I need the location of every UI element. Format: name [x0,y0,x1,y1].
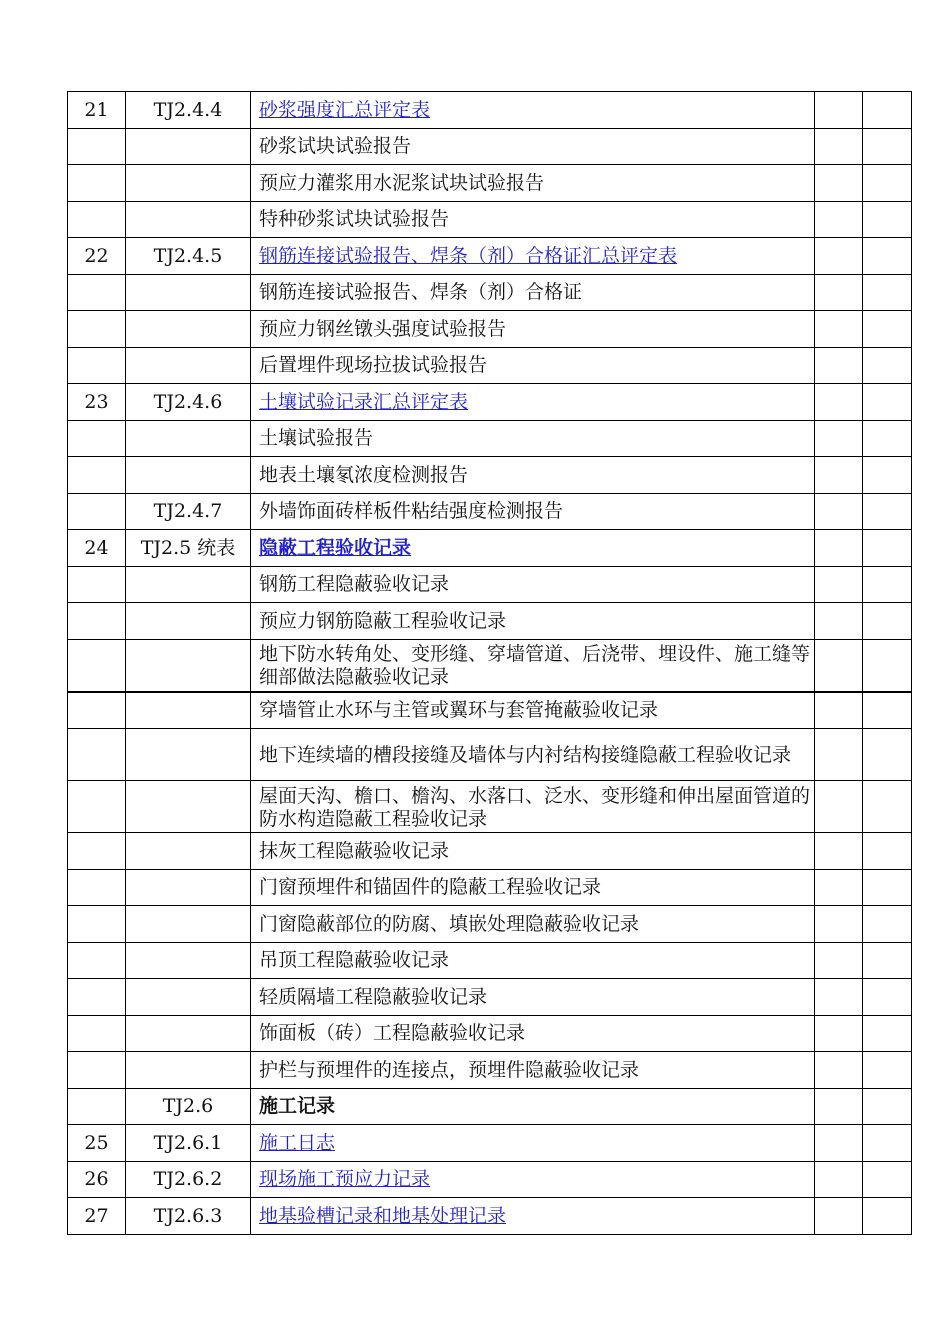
row-number [68,729,126,781]
record-name-cell [251,1125,815,1162]
blank-cell-b [863,1125,912,1162]
table-row [68,833,912,870]
record-name: 砂浆试块试验报告 [259,135,412,158]
row-number: 27 [68,1198,126,1235]
table-row [68,311,912,348]
record-name: 钢筋连接试验报告、焊条（剂）合格证 [259,281,583,304]
form-code: TJ2.6.3 [126,1198,251,1235]
blank-cell-b [863,128,912,165]
row-number [68,128,126,165]
table-row [68,92,912,129]
blank-cell-b [863,729,912,781]
table-row [68,384,912,421]
form-code: TJ2.6.1 [126,1125,251,1162]
record-name: 钢筋工程隐蔽验收记录 [259,573,450,596]
record-name-cell [251,530,815,567]
form-code [126,274,251,311]
blank-cell-b [863,1161,912,1198]
table-row [68,781,912,833]
blank-cell-b [863,1198,912,1235]
form-code [126,128,251,165]
record-name-cell [251,201,815,238]
record-name: 外墙饰面砖样板件粘结强度检测报告 [259,500,564,523]
document-table [67,91,912,1235]
record-name-cell [251,692,815,729]
blank-cell-b [863,692,912,729]
record-name: 预应力灌浆用水泥浆试块试验报告 [259,171,545,194]
record-name-cell [251,639,815,692]
blank-cell-b [863,92,912,129]
blank-cell-b [863,833,912,870]
blank-cell-a [815,1198,863,1235]
blank-cell-a [815,979,863,1016]
record-name: 地下连续墙的槽段接缝及墙体与内衬结构接缝隐蔽工程验收记录 [259,744,792,766]
row-number [68,457,126,494]
record-name: 土壤试验报告 [259,427,374,450]
record-name-cell [251,942,815,979]
form-code: TJ2.6 [126,1088,251,1125]
form-code [126,603,251,640]
record-name-cell [251,274,815,311]
blank-cell-a [815,165,863,202]
record-link[interactable]: 土壤试验记录汇总评定表 [259,390,469,413]
row-number [68,942,126,979]
record-name-cell [251,729,815,781]
table-row [68,1088,912,1125]
blank-cell-a [815,729,863,781]
record-name-cell [251,869,815,906]
blank-cell-b [863,384,912,421]
record-name-cell [251,128,815,165]
blank-cell-a [815,420,863,457]
record-name-cell [251,603,815,640]
table-row [68,1052,912,1089]
record-name: 后置埋件现场拉拔试验报告 [259,354,488,377]
table-body [68,92,912,1235]
table-row [68,729,912,781]
blank-cell-a [815,493,863,530]
row-number [68,833,126,870]
form-code [126,781,251,833]
record-link[interactable]: 施工日志 [259,1131,336,1154]
blank-cell-b [863,311,912,348]
blank-cell-a [815,274,863,311]
table-row [68,238,912,275]
form-code: TJ2.5 统表 [126,530,251,567]
blank-cell-a [815,201,863,238]
blank-cell-a [815,639,863,692]
form-code [126,906,251,943]
form-code [126,833,251,870]
blank-cell-b [863,530,912,567]
row-number [68,201,126,238]
row-number [68,311,126,348]
form-code [126,420,251,457]
blank-cell-b [863,201,912,238]
blank-cell-b [863,1015,912,1052]
row-number: 26 [68,1161,126,1198]
record-name: 抹灰工程隐蔽验收记录 [259,839,450,862]
record-name: 预应力钢丝镦头强度试验报告 [259,317,507,340]
record-name-cell [251,493,815,530]
table-row [68,692,912,729]
form-code [126,1015,251,1052]
form-code [126,311,251,348]
row-number [68,1088,126,1125]
row-number [68,274,126,311]
record-name-cell [251,1161,815,1198]
table-row [68,603,912,640]
blank-cell-b [863,165,912,202]
record-name-cell [251,1198,815,1235]
blank-cell-a [815,92,863,129]
blank-cell-b [863,781,912,833]
blank-cell-b [863,979,912,1016]
form-code [126,692,251,729]
form-code [126,869,251,906]
blank-cell-b [863,238,912,275]
blank-cell-b [863,566,912,603]
blank-cell-a [815,1015,863,1052]
table-row [68,274,912,311]
blank-cell-b [863,639,912,692]
table-row [68,906,912,943]
blank-cell-a [815,128,863,165]
blank-cell-a [815,906,863,943]
blank-cell-a [815,869,863,906]
blank-cell-b [863,420,912,457]
table-row [68,566,912,603]
record-name-cell [251,457,815,494]
record-name-cell [251,906,815,943]
row-number [68,165,126,202]
table-row [68,347,912,384]
table-row [68,457,912,494]
blank-cell-a [815,781,863,833]
record-link[interactable]: 钢筋连接试验报告、焊条（剂）合格证汇总评定表 [259,244,678,267]
form-code [126,347,251,384]
record-name: 门窗隐蔽部位的防腐、填嵌处理隐蔽验收记录 [259,912,640,935]
blank-cell-a [815,692,863,729]
blank-cell-a [815,311,863,348]
record-name-cell [251,311,815,348]
record-name-cell [251,1052,815,1089]
row-number [68,347,126,384]
form-code [126,979,251,1016]
form-code [126,165,251,202]
record-link[interactable]: 隐蔽工程验收记录 [259,536,412,559]
row-number: 23 [68,384,126,421]
row-number [68,639,126,692]
record-name: 地表土壤氡浓度检测报告 [259,463,469,486]
row-number [68,906,126,943]
table-row [68,639,912,692]
blank-cell-a [815,942,863,979]
record-name-cell [251,781,815,833]
record-name: 门窗预埋件和锚固件的隐蔽工程验收记录 [259,876,602,899]
record-name-cell [251,833,815,870]
blank-cell-b [863,1088,912,1125]
row-number [68,1052,126,1089]
table-row [68,869,912,906]
form-code [126,457,251,494]
form-code [126,942,251,979]
blank-cell-a [815,457,863,494]
record-name-cell [251,238,815,275]
table-row [68,493,912,530]
blank-cell-a [815,1161,863,1198]
record-name-cell [251,979,815,1016]
form-code: TJ2.4.6 [126,384,251,421]
row-number: 21 [68,92,126,129]
row-number [68,869,126,906]
record-name: 屋面天沟、檐口、檐沟、水落口、泛水、变形缝和伸出屋面管道的防水构造隐蔽工程验收记录 [259,784,811,830]
blank-cell-b [863,274,912,311]
blank-cell-a [815,347,863,384]
record-name-cell [251,92,815,129]
record-name: 饰面板（砖）工程隐蔽验收记录 [259,1022,526,1045]
table-row [68,1198,912,1235]
table-row [68,165,912,202]
form-code [126,639,251,692]
table-row [68,201,912,238]
blank-cell-a [815,384,863,421]
record-name: 预应力钢筋隐蔽工程验收记录 [259,609,507,632]
blank-cell-b [863,1052,912,1089]
table-row [68,1161,912,1198]
blank-cell-a [815,238,863,275]
form-code [126,201,251,238]
table-row [68,1125,912,1162]
blank-cell-b [863,347,912,384]
blank-cell-b [863,493,912,530]
blank-cell-a [815,1125,863,1162]
row-number [68,493,126,530]
blank-cell-b [863,457,912,494]
form-code: TJ2.4.5 [126,238,251,275]
table-row [68,979,912,1016]
blank-cell-b [863,603,912,640]
record-name: 施工记录 [259,1095,336,1118]
record-name: 护栏与预埋件的连接点，预埋件隐蔽验收记录 [259,1058,640,1081]
record-name: 特种砂浆试块试验报告 [259,208,450,231]
row-number [68,566,126,603]
table-row [68,420,912,457]
blank-cell-a [815,566,863,603]
record-name-cell [251,347,815,384]
row-number [68,1015,126,1052]
record-name: 地下防水转角处、变形缝、穿墙管道、后浇带、埋设件、施工缝等细部做法隐蔽验收记录 [259,643,811,688]
record-name-cell [251,384,815,421]
row-number [68,979,126,1016]
record-name-cell [251,566,815,603]
form-code: TJ2.6.2 [126,1161,251,1198]
record-link[interactable]: 砂浆强度汇总评定表 [259,98,431,121]
table-row [68,530,912,567]
row-number [68,420,126,457]
table-row [68,942,912,979]
form-code [126,729,251,781]
row-number [68,692,126,729]
record-name-cell [251,165,815,202]
row-number: 24 [68,530,126,567]
record-name: 吊顶工程隐蔽验收记录 [259,949,450,972]
form-code [126,566,251,603]
record-name-cell [251,1088,815,1125]
blank-cell-b [863,906,912,943]
blank-cell-b [863,942,912,979]
record-name-cell [251,420,815,457]
row-number: 25 [68,1125,126,1162]
table-row [68,1015,912,1052]
blank-cell-a [815,1052,863,1089]
record-name: 轻质隔墙工程隐蔽验收记录 [259,985,488,1008]
record-link[interactable]: 现场施工预应力记录 [259,1168,431,1191]
form-code: TJ2.4.7 [126,493,251,530]
blank-cell-a [815,530,863,567]
record-name-cell [251,1015,815,1052]
row-number: 22 [68,238,126,275]
blank-cell-a [815,833,863,870]
record-link[interactable]: 地基验槽记录和地基处理记录 [259,1204,507,1227]
blank-cell-a [815,603,863,640]
blank-cell-b [863,869,912,906]
record-name: 穿墙管止水环与主管或翼环与套管掩蔽验收记录 [259,699,659,722]
blank-cell-a [815,1088,863,1125]
table-row [68,128,912,165]
form-code: TJ2.4.4 [126,92,251,129]
row-number [68,781,126,833]
form-code [126,1052,251,1089]
row-number [68,603,126,640]
